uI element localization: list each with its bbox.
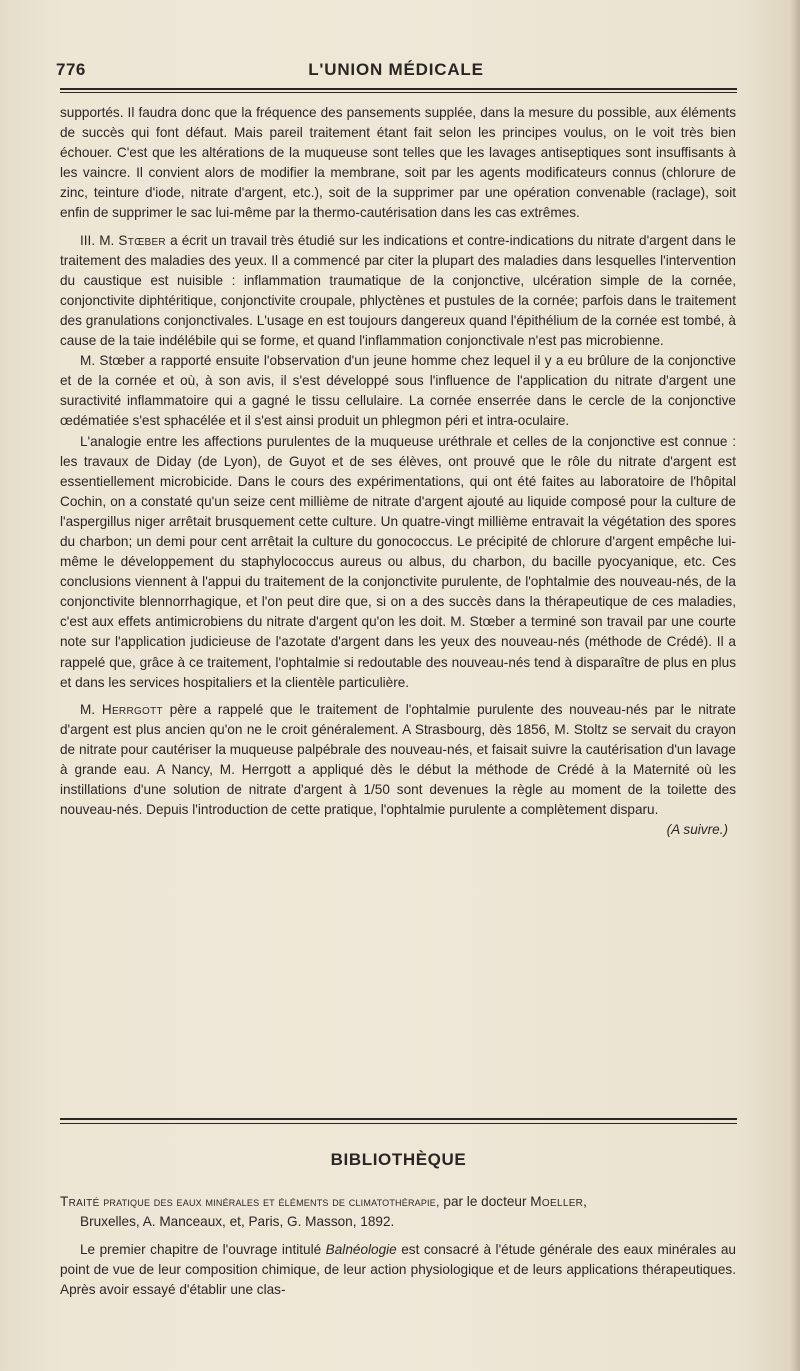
page-number: 776 [56,60,86,79]
paragraph-2 [60,231,736,352]
paragraph-1: supportés. Il faudra donc que la fréquence des pansements supplée, dans la mesure du possible, aux éléments de succès qui font défaut. Mais pareil traitement étant fait selon les principes voulus, on le voit très bien échouer. C'est que les altérations de la muqueuse sont telles que les lavages antiseptiques sont insuffisants à les vaincre. Il convient alors de modifier la membrane, soit par les agents modificateurs connus (chlorure de zinc, teinture d'iode, nitrate d'argent, etc.), soit de la supprimer par une opération convenable (raclage), soit enfin de supprimer le sac lui-même par la thermo-cautérisation dans les cas extrêmes. [60,105,736,221]
to-be-continued: (A suivre.) [666,822,728,838]
section-rule-thick [60,1118,737,1120]
bibliography-paragraph-text: est consacré à l'étude générale des eaux minérales au point de vue de leur composition chimique, de leur action physiologique et de leurs applications thérapeutiques. Après avoir essayé d'établir une clas- [60,1242,736,1298]
section-title: BIBLIOTHÈQUE [330,1150,467,1169]
section-rule-thin [60,1123,737,1124]
reference-imprint: Bruxelles, A. Manceaux, et, Paris, G. Masson, 1892. [80,1214,395,1230]
paragraph-4: L'analogie entre les affections purulentes de la muqueuse uréthrale et celles de la conjonctive est connue : les travaux de Diday (de Lyon), de Guyot et de ses élèves, ont prouvé que le rôle du nitrate d'argent est essentiellement microbicide. Dans le cours des expérimentations, qui ont été faites au laboratoire de l'hôpital Cochin, on a constaté qu'un seize cent millième de nitrate d'argent ajouté au liquide composé pour la culture de l'aspergillus niger arrêtait brusquement cette culture. Un quatre-vingt millième entravait la végétation des spores du charbon; un demi pour cent arrêtait la culture du gonococcus. Le précipité de chlorure d'argent empêche lui-même le développement du staphylococcus aureus ou albus, du charbon, du bacille pyocyanique, etc. Ces conclusions viennent à l'appui du traitement de la conjonctivite purulente, de l'ophtalmie des nouveau-nés, de la conjonctivite blennorrhagique, et l'on peut dire que, si on a des succès dans la thérapeutique de ces maladies, c'est aux effets antimicrobiens du nitrate d'argent qu'on les doit. M. Stœber a terminé son travail par une courte note sur l'application judicieuse de l'azotate d'argent dans les yeux des nouveau-nés (méthode de Crédé). Il a rappelé que, grâce à ce traitement, l'ophtalmie si redoutable des nouveau-nés tend à disparaître de plus en plus et dans les services hospitaliers et la clientèle particulière. [60,433,736,690]
header-rule [60,88,737,90]
reference-title-first: Traité [60,1194,100,1209]
book-section-title: Balnéologie [325,1242,397,1258]
paragraph-5-text: père a rappelé que le traitement de l'ophtalmie purulente des nouveau-nés par le nitrate d'argent est plus ancien qu'on ne le croit généralement. A Strasbourg, dès 1856, M. Stoltz se servait du crayon de nitrate pour cautériser la muqueuse palpébrale des nouveau-nés, et faisait suivre la cautérisation d'un lavage à grande eau. A Nancy, M. Herrgott a appliqué dès le début la méthode de Crédé à la Maternité où les instillations d'une solution de nitrate d'argent à 1/50 sont devenues la règle au moment de la toilette des nouveau-nés. Depuis l'introduction de cette pratique, l'ophtalmie purulente a complètement disparu. [60,701,736,818]
running-title: L'UNION MÉDICALE [308,60,484,79]
author-name-herrgott: Herrgott [101,701,163,717]
bibliography-body [60,1192,736,1300]
page-header [56,60,736,86]
reference-author-lead: par le docteur [439,1194,531,1209]
paragraph-2-lead: III. M. [80,232,119,248]
bibliography-paragraph-start: Le premier chapitre de l'ouvrage intitulé [80,1242,326,1258]
article-body [60,103,736,840]
header-rule-thin [60,92,737,93]
bibliography-paragraph [60,1240,736,1300]
author-name-stoeber: Stœber [118,232,166,248]
paragraph-5 [60,700,736,838]
reference-author: Moeller, [530,1194,588,1209]
paragraph-2-text: a écrit un travail très étudié sur les indications et contre-indications du nitrate d'argent dans le traitement des maladies des yeux. Il a commencé par citer la plupart des maladies dans lesquelles l'intervention du caustique est nuisible : inflammation traumatique de la conjonctive, ulcération simple de la cornée, conjonctivite diphtéritique, conjonctivite croupale, phlyctènes et pustules de la cornée; parfois dans le traitement des granulations conjonctivales. L'usage en est toujours dangereux quand l'épithélium de la cornée est tombé, à cause de la taie indélébile qui se forme, et quand l'inflammation conjonctivale n'est pas microbienne. [60,232,736,349]
paragraph-5-lead: M. [80,701,102,717]
paragraph-3: M. Stœber a rapporté ensuite l'observation d'un jeune homme chez lequel il y a eu brûlure de la conjonctive et de la cornée et où, à son avis, il s'est développé sous l'influence de l'application du nitrate d'argent une suractivité inflammatoire qui a gagné le tissu cellulaire. La cornée enserrée dans le cercle de la conjonctive œdématiée s'est sphacélée et il s'est ainsi produit un phlegmon péri et intra-oculaire. [60,353,736,429]
page-edge-shadow [790,0,800,1371]
bibliography-reference [60,1192,736,1232]
reference-title: pratique des eaux minérales et éléments de climatothérapie, [99,1195,440,1209]
